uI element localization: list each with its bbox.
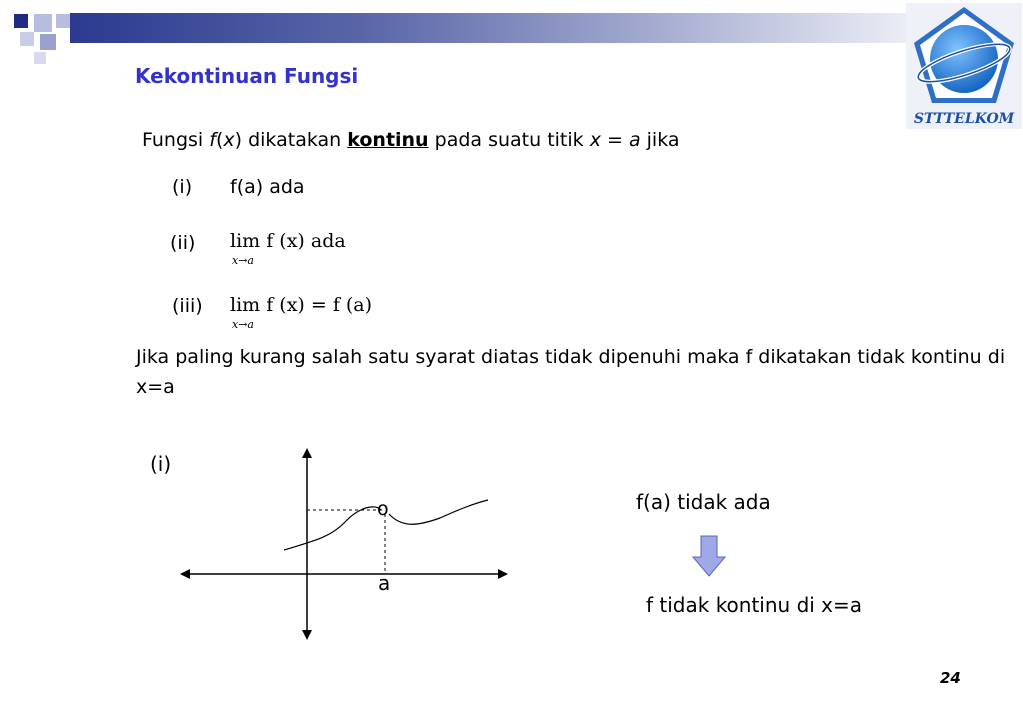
explanation-paragraph: Jika paling kurang salah satu syarat diatas tidak dipenuhi maka f dikatakan tidak kontinu di x=a — [136, 346, 1006, 398]
y-axis-arrow-up-icon — [302, 448, 312, 458]
x-axis-arrow-left-icon — [180, 569, 190, 579]
axis-label-a: a — [378, 571, 391, 595]
logo-text: STTTELKOM — [913, 111, 1015, 127]
formula-main: lim f (x) = f (a) — [230, 294, 373, 316]
definition-text: ) dikatakan — [234, 129, 348, 151]
stttelkom-logo — [906, 3, 1022, 129]
globe-logo-icon — [906, 3, 1022, 113]
statement-text: f(a) tidak ada — [636, 490, 771, 514]
definition-text: Fungsi — [142, 129, 210, 151]
function-graph — [180, 448, 510, 643]
x-axis-arrow-right-icon — [498, 569, 508, 579]
definition-text: = — [600, 129, 629, 151]
condition-label: (ii) — [170, 232, 196, 254]
definition-text: ( — [215, 129, 224, 151]
decor-square — [40, 34, 56, 50]
keyword-kontinu: kontinu — [347, 129, 429, 151]
limit-formula — [230, 294, 373, 331]
formula-subscript: x→a — [232, 318, 254, 331]
variable-x: x — [223, 129, 235, 151]
condition-label: (iii) — [172, 295, 203, 317]
limit-formula — [230, 230, 346, 267]
example-label: (i) — [150, 452, 172, 476]
definition-line — [142, 129, 680, 151]
y-axis-arrow-down-icon — [302, 630, 312, 640]
decor-square — [56, 14, 70, 28]
conclusion-text: f tidak kontinu di x=a — [646, 593, 863, 617]
decor-square — [14, 14, 28, 28]
page-number: 24 — [940, 669, 961, 687]
decor-square — [34, 52, 46, 64]
function-f: f — [209, 129, 216, 151]
formula-subscript: x→a — [232, 254, 254, 267]
arrow-down-icon — [692, 535, 726, 577]
slide-title: Kekontinuan Fungsi — [135, 64, 359, 88]
condition-label: (i) — [172, 176, 193, 198]
decor-square — [34, 14, 52, 32]
formula-main: lim f (x) ada — [230, 230, 346, 252]
variable-a: a — [628, 129, 641, 151]
variable-x: x — [589, 129, 601, 151]
definition-text: pada suatu titik — [428, 129, 590, 151]
definition-text: jika — [640, 129, 680, 151]
condition-text: f(a) ada — [230, 176, 305, 198]
header-bar — [70, 13, 910, 43]
decor-square — [20, 32, 34, 46]
hole-marker: o — [377, 498, 389, 520]
